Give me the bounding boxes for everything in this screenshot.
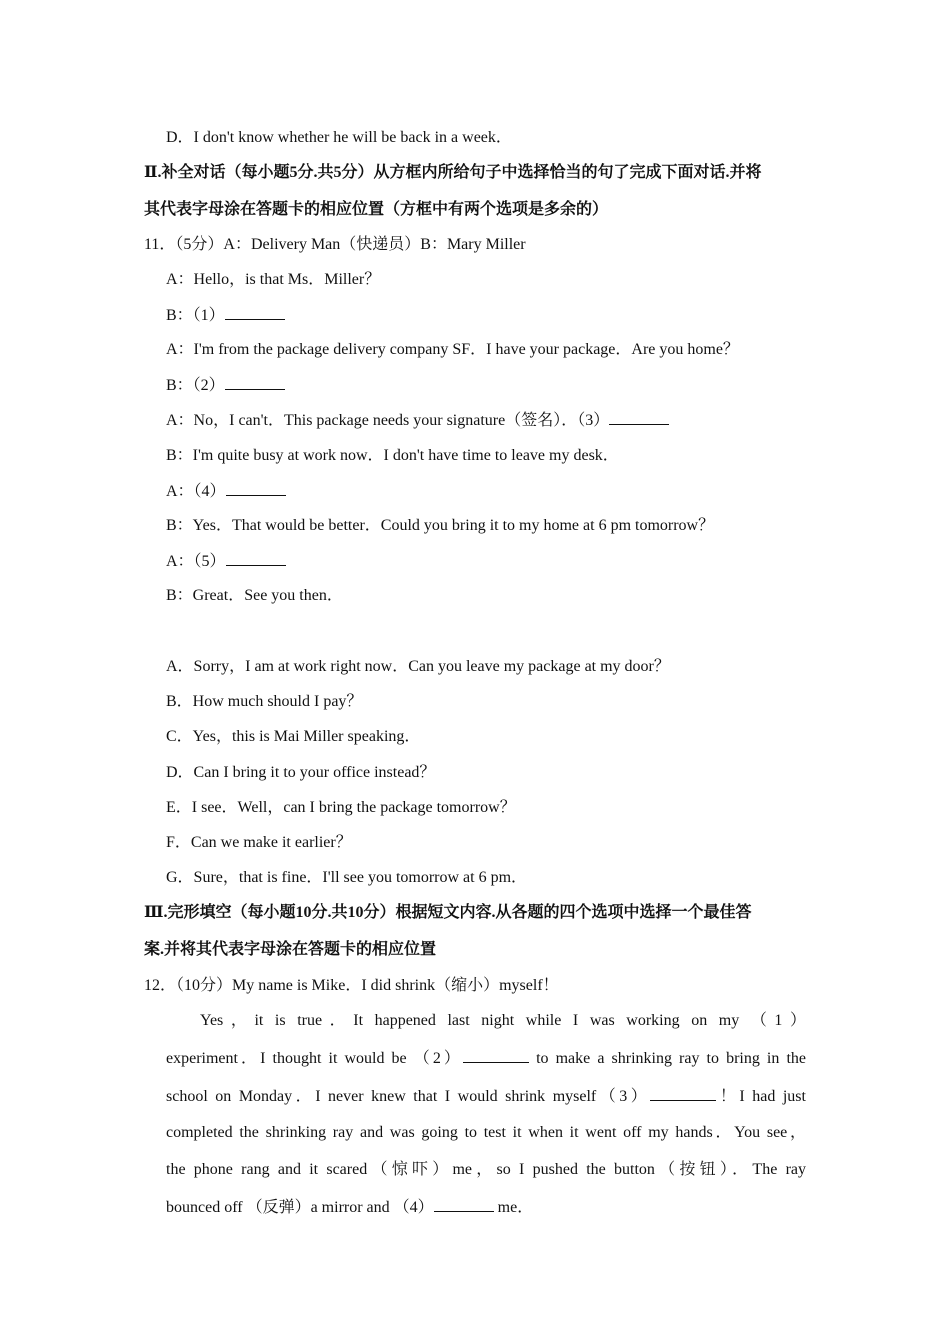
dialogue-text: A：（5） xyxy=(166,553,226,570)
answer-blank[interactable] xyxy=(650,1086,716,1101)
passage-line: the phone rang and it scared（惊吓）me，so I pushed the button（按钮）．The ray xyxy=(166,1161,806,1178)
dialogue-text: B：（1） xyxy=(166,307,225,324)
dialogue-line xyxy=(166,410,669,431)
option-f: F．Can we make it earlier？ xyxy=(166,834,352,851)
dialogue-line xyxy=(166,481,286,502)
dialogue-line: A：I'm from the package delivery company SF．I have your package．Are you home？ xyxy=(166,341,739,358)
dialogue-text: B：（2） xyxy=(166,377,225,394)
dialogue-line: B：Great．See you then． xyxy=(166,587,343,604)
passage-line xyxy=(166,1086,806,1107)
section-2-heading: Ⅱ.补全对话（每小题5分.共5分）从方框内所给句子中选择恰当的句了完成下面对话.并将 xyxy=(144,164,762,181)
question-12-title: 12．（10分）My name is Mike．I did shrink（缩小）myself！ xyxy=(144,977,559,994)
section-3-heading-cont: 案.并将其代表字母涂在答题卡的相应位置 xyxy=(144,941,437,958)
answer-blank[interactable] xyxy=(434,1197,494,1212)
answer-blank[interactable] xyxy=(225,305,285,320)
dialogue-text: A：No，I can't．This package needs your signature（签名）．（3） xyxy=(166,412,610,429)
passage-text: school on Monday．I never knew that I would shrink myself（3） xyxy=(166,1088,651,1105)
passage-line xyxy=(166,1048,806,1069)
dialogue-line xyxy=(166,305,285,326)
section-2-heading-cont: 其代表字母涂在答题卡的相应位置（方框中有两个选项是多余的） xyxy=(144,201,609,218)
option-c: C．Yes，this is Mai Miller speaking． xyxy=(166,728,421,745)
passage-text: to make a shrinking ray to bring in the xyxy=(529,1050,807,1067)
question-11-title: 11．（5分）A：Delivery Man（快递员）B：Mary Miller xyxy=(144,236,526,253)
passage-line: Yes，it is true．It happened last night while I was working on my （1） xyxy=(200,1012,806,1029)
option-g: G．Sure，that is fine．I'll see you tomorrow at 6 pm． xyxy=(166,869,528,886)
option-d: D．Can I bring it to your office instead？ xyxy=(166,764,436,781)
dialogue-line: B：I'm quite busy at work now．I don't have time to leave my desk． xyxy=(166,447,619,464)
passage-text: me． xyxy=(493,1199,534,1216)
passage-text: ！I had just xyxy=(716,1088,806,1105)
option-b: B．How much should I pay？ xyxy=(166,693,363,710)
answer-blank[interactable] xyxy=(609,410,669,425)
answer-blank[interactable] xyxy=(226,481,286,496)
dialogue-line: A：Hello，is that Ms．Miller？ xyxy=(166,271,381,288)
section-3-heading: Ⅲ.完形填空（每小题10分.共10分）根据短文内容.从各题的四个选项中选择一个最佳答 xyxy=(144,904,752,921)
passage-text: bounced off （反弹）a mirror and （4） xyxy=(166,1199,434,1216)
dialogue-line: B：Yes．That would be better．Could you bring it to my home at 6 pm tomorrow？ xyxy=(166,517,715,534)
dialogue-line xyxy=(166,551,286,572)
dialogue-line xyxy=(166,375,285,396)
passage-line: completed the shrinking ray and was going to test it when it went off my hands．You see， xyxy=(166,1124,807,1141)
option-a: A．Sorry，I am at work right now．Can you leave my package at my door？ xyxy=(166,658,670,675)
option-e: E．I see．Well，can I bring the package tomorrow？ xyxy=(166,799,516,816)
answer-blank[interactable] xyxy=(225,375,285,390)
answer-blank[interactable] xyxy=(463,1048,529,1063)
option-d-previous: D．I don't know whether he will be back in a week． xyxy=(166,129,512,146)
passage-text: experiment．I thought it would be （2） xyxy=(166,1050,463,1067)
answer-blank[interactable] xyxy=(226,551,286,566)
dialogue-text: A：（4） xyxy=(166,483,226,500)
passage-line xyxy=(166,1197,533,1218)
